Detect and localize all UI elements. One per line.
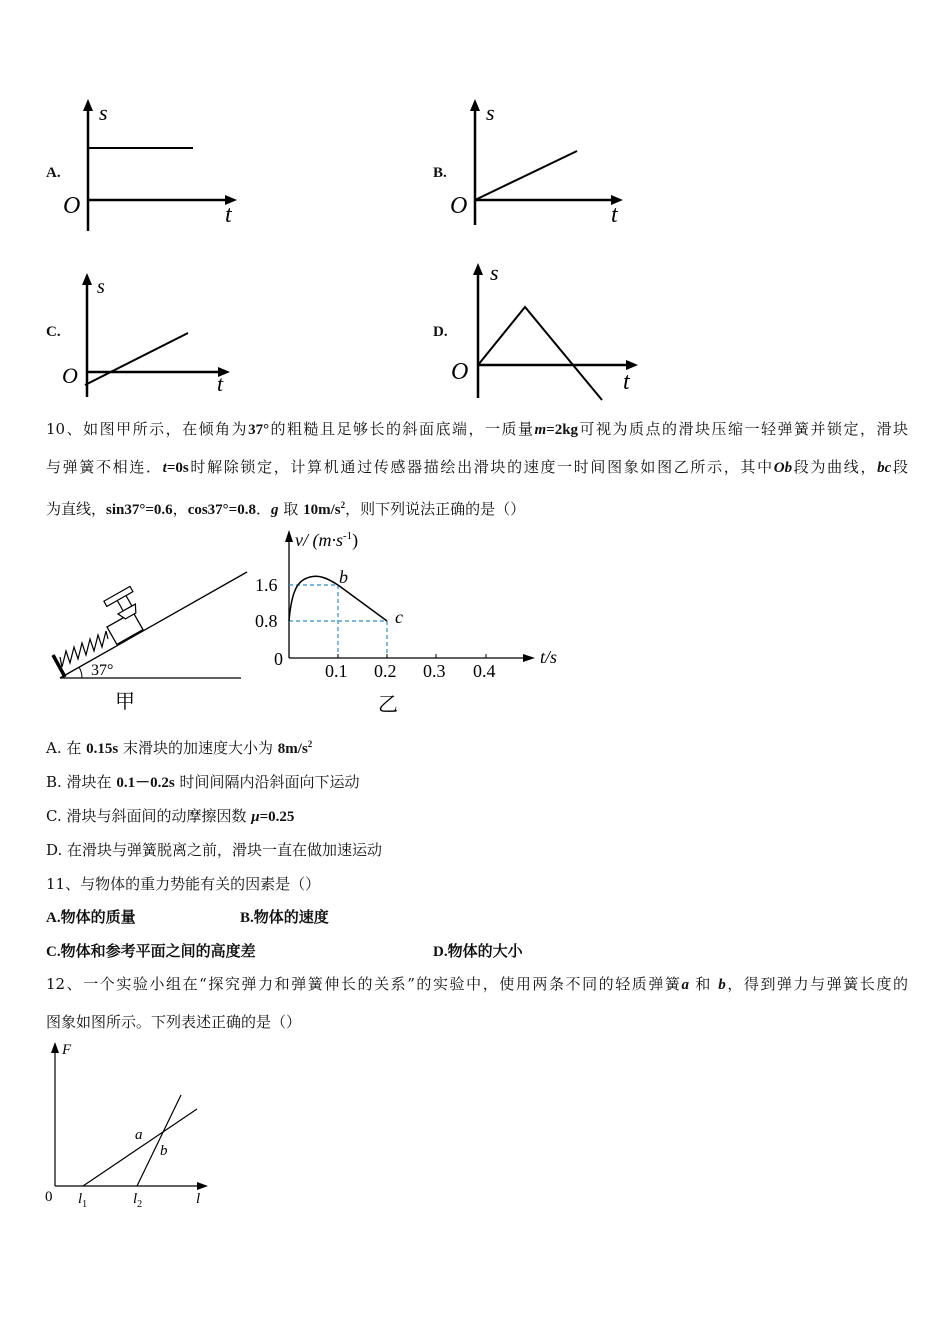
q11-option-b: B.物体的速度	[240, 910, 329, 926]
origin-label: 0	[45, 1189, 53, 1205]
x-tick-label-03: 0.3	[423, 661, 446, 681]
line-a	[83, 1109, 197, 1186]
line-a-label: a	[135, 1127, 143, 1143]
wall	[53, 655, 65, 677]
point-c-label: c	[395, 607, 403, 627]
line-b-label: b	[160, 1143, 168, 1159]
y-axis-label: s	[486, 100, 495, 125]
y-arrow	[285, 530, 293, 542]
figure-q12-spring-graph	[40, 1038, 220, 1218]
graph-line	[475, 151, 577, 200]
point-b-label: b	[339, 567, 348, 587]
y-tick-label-16: 1.6	[255, 575, 278, 595]
line-b	[137, 1095, 181, 1186]
y-arrow	[473, 263, 483, 275]
q11-option-a: A.物体的质量	[46, 910, 136, 926]
x-tick-label-02: 0.2	[374, 661, 397, 681]
y-arrow	[51, 1042, 59, 1053]
y-tick-label-0: 0	[274, 649, 283, 669]
graph-option-a	[55, 95, 255, 235]
y-tick-label-08: 0.8	[255, 611, 278, 631]
q10-option-d: D. 在滑块与弹簧脱离之前，滑块一直在做加速运动	[46, 841, 383, 859]
q10-option-b: B. 滑块在 0.1－0.2s 时间间隔内沿斜面向下运动	[46, 773, 360, 791]
x-axis-label: t	[611, 202, 618, 228]
option-b-label: B.	[433, 165, 447, 181]
graph-option-b	[445, 95, 645, 235]
slider-block	[95, 586, 151, 644]
y-axis-label: F	[62, 1042, 72, 1058]
x-arrow	[523, 654, 535, 662]
question-12-stem: 12、一个实验小组在“探究弹力和弹簧伸长的关系”的实验中，使用两条不同的轻质弹簧a 和 b，得到弹力与弹簧长度的 图象如图所示。下列表述正确的是（）	[46, 975, 908, 1031]
figure-jia-incline	[45, 565, 250, 720]
x-axis-label: t/s	[540, 647, 558, 667]
curve-ob	[289, 576, 338, 621]
origin-label: O	[62, 363, 78, 388]
q11-option-c: C.物体和参考平面之间的高度差	[46, 944, 256, 960]
q10-option-a: A. 在 0.15s 末滑块的加速度大小为 $8m/s^2$	[46, 739, 313, 757]
y-arrow	[470, 99, 480, 111]
angle-label: 37°	[91, 662, 114, 679]
q10-option-c: C. 滑块与斜面间的动摩擦因数 μ=0.25	[46, 807, 295, 825]
figure-caption: 甲	[115, 691, 135, 713]
l1-label: $l_1$	[78, 1191, 88, 1210]
option-a-label: A.	[46, 165, 61, 181]
x-axis-label: t	[623, 369, 630, 395]
graph-option-c	[55, 265, 255, 405]
y-axis-label: s	[490, 260, 499, 285]
l2-label: $l_2$	[133, 1191, 143, 1210]
x-axis-label: l	[196, 1191, 201, 1207]
line-bc	[338, 585, 387, 621]
x-arrow	[197, 1182, 208, 1190]
option-d-label: D.	[433, 324, 448, 340]
x-axis-label: t	[225, 202, 232, 228]
y-arrow	[82, 273, 92, 285]
y-axis-label: v/ $(m\cdot s^{-1})$	[295, 530, 359, 550]
option-c-label: C.	[46, 324, 61, 340]
figure-yi-vt-graph	[250, 525, 580, 720]
x-tick-label-01: 0.1	[325, 661, 348, 681]
question-10-stem: 10、如图甲所示，在倾角为37°的粗糙且足够长的斜面底端，一质量m=2kg可视为质点的滑块压缩一轻弹簧并锁定，滑块 与弹簧不相连．t=0s时解除锁定，计算机通过传感器描绘出滑块的速度一时间图象如图乙所示，其中Ob段为曲线，bc段 为直线，sin37°=0.6，cos37°=0.8．g 取 $10m/s^2$，则下列说法正确的是（）	[46, 420, 908, 518]
x-axis-label: t	[217, 371, 224, 396]
y-arrow	[83, 99, 93, 111]
origin-label: O	[451, 359, 469, 385]
graph-line	[478, 307, 602, 400]
y-axis-label: s	[99, 100, 108, 125]
y-axis-label: s	[97, 276, 105, 298]
origin-label: O	[63, 193, 81, 219]
origin-label: O	[450, 193, 468, 219]
graph-option-d	[445, 255, 655, 405]
graph-line	[85, 333, 188, 385]
incline-surface	[60, 572, 247, 678]
angle-arc	[79, 667, 82, 678]
question-11-stem: 11、与物体的重力势能有关的因素是（）	[46, 875, 321, 893]
x-tick-label-04: 0.4	[473, 661, 496, 681]
q11-option-d: D.物体的大小	[433, 944, 523, 960]
figure-caption: 乙	[378, 694, 398, 716]
